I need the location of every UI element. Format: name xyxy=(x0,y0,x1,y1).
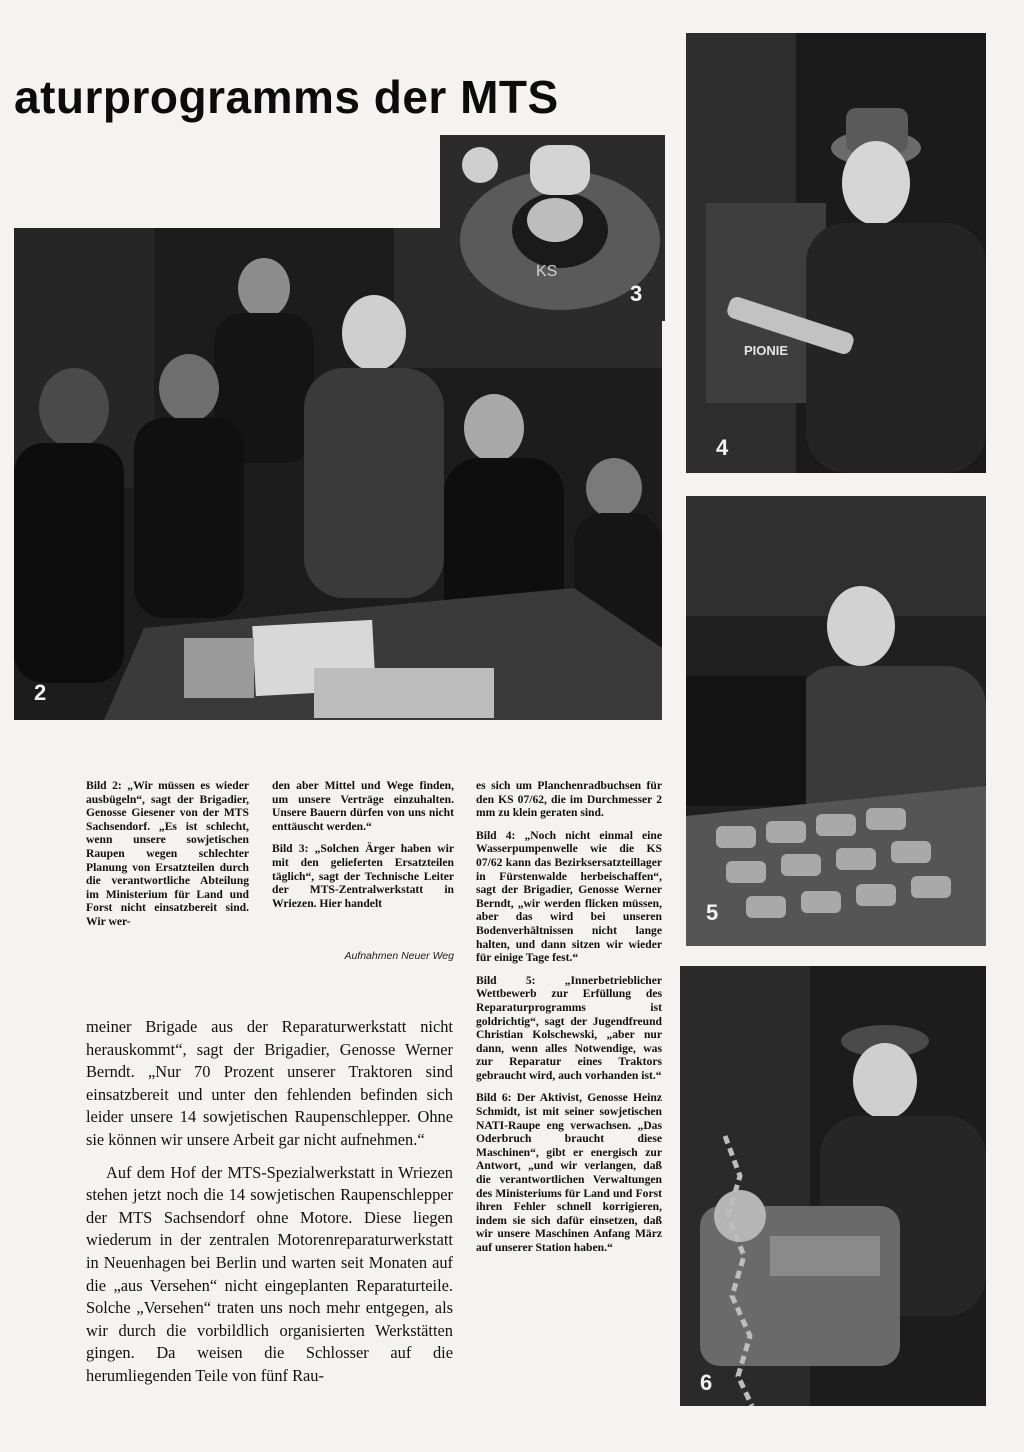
photo-credit: Aufnahmen Neuer Weg xyxy=(344,950,454,962)
photo-5-worker xyxy=(686,496,986,946)
photo-6-worker xyxy=(680,966,986,1406)
caption-column-3 xyxy=(476,779,662,1264)
photo-3-number: 3 xyxy=(630,281,643,306)
caption-bild-3: Bild 3: „Solchen Ärger haben wir mit den gelieferten Ersatzteilen täglich“, sagt der Technische Leiter der MTS-Zentralwerkstatt in Wriezen. Hier handelt xyxy=(272,842,454,910)
photo-4-worker xyxy=(686,33,986,473)
headline: aturprogramms der MTS xyxy=(14,71,559,123)
photo-5-number: 5 xyxy=(706,900,719,925)
caption-bild-6: Bild 6: Der Aktivist, Genosse Heinz Schmidt, ist mit seiner sowjetischen NATI-Raupe eng verwachsen. „Das Oderbruch braucht diese Maschinen“, gibt er energisch zur Antwort, „und wir verlangen, daß die verantwortlichen Verwaltungen des Ministeriums für Land und Forst ihren Fehler schnell korrigieren, indem sie sich dafür einsetzen, daß wir unsere Maschinen Anfang März auf unserer Station haben.“ xyxy=(476,1091,662,1254)
photo-6-number: 6 xyxy=(700,1370,713,1395)
body-paragraph-2: Auf dem Hof der MTS-Spezialwerkstatt in Wriezen stehen jetzt noch die 14 sowjetischen Raupenschlepper der MTS Sachsendorf ohne Motore. Diese liegen wiederum in der zentralen Motorenreparaturwerkstatt in Neuenhagen bei Berlin und warten seit Monaten auf die „aus Versehen“ nicht eingeplanten Reparaturteile. Solche „Versehen“ traten uns noch mehr entgegen, als wir durch die vorbildlich organisierten Werkstätten gingen. Da weisen die Schlosser auf die herumliegenden Teile von fünf Rau- xyxy=(86,1162,453,1385)
photo-5-image xyxy=(686,496,986,946)
photo-4-image xyxy=(686,33,986,473)
caption-bild-5: Bild 5: „Innerbetrieblicher Wettbewerb zur Erfüllung des Reparaturprogramms ist goldrichtig“, sagt der Jugendfreund Christian Kolschewski, „aber nur dann, wenn alles Notwendige, was zur Reparatur eines Traktors gebraucht wird, auch vorhanden ist.“ xyxy=(476,973,662,1082)
caption-bild-2: Bild 2: „Wir müssen es wieder ausbügeln“, sagt der Brigadier, Genosse Giesener von der MTS Sachsendorf. „Es ist schlecht, wenn unsere sowjetischen Raupen wegen schlechter Planung von Ersatzteilen durch die verantwortliche Abteilung im Ministerium für Land und Forst nicht einsatzbereit sind. Wir wer- xyxy=(86,779,249,928)
caption-column-2 xyxy=(272,779,454,919)
photo-2-number: 2 xyxy=(34,680,47,705)
caption-column-1 xyxy=(86,779,249,938)
photo-4-number: 4 xyxy=(716,435,729,460)
photo-3-part xyxy=(440,135,665,321)
photo-6-image xyxy=(680,966,986,1406)
caption-bild-4: Bild 4: „Noch nicht einmal eine Wasserpumpenwelle wie die KS 07/62 kann das Bezirksersatzteillager in Fürstenwalde herbeischaffen“, sagt der Brigadier, Genosse Werner Berndt, „wir werden flicken müssen, aber das wird bei unseren Bodenverhältnissen nicht lange halten, und dann sitzen wir wieder für einige Tage fest.“ xyxy=(476,828,662,965)
photo-3-plate-text: KS xyxy=(536,263,558,280)
article-body xyxy=(86,1016,453,1398)
caption-bild-3-continued: es sich um Planchenradbuchsen für den KS 07/62, die im Durchmesser 2 mm zu klein geraten sind. xyxy=(476,779,662,820)
caption-bild-2-continued: den aber Mittel und Wege finden, um unsere Verträge einzuhalten. Unsere Bauern dürfen von uns nicht enttäuscht werden.“ xyxy=(272,779,454,833)
photo-4-plate-text: PIONIE xyxy=(744,343,789,358)
body-paragraph-1: meiner Brigade aus der Reparaturwerkstatt nicht herauskommt“, sagt der Brigadier, Genosse Werner Berndt. „Nur 70 Prozent unserer Traktoren sind einsatzbereit und unter den fehlenden befinden sich leider unsere 14 sowjetischen Raupenschlepper. Ohne sie können wir unsere Arbeit gar nicht aufnehmen.“ xyxy=(86,1017,453,1149)
